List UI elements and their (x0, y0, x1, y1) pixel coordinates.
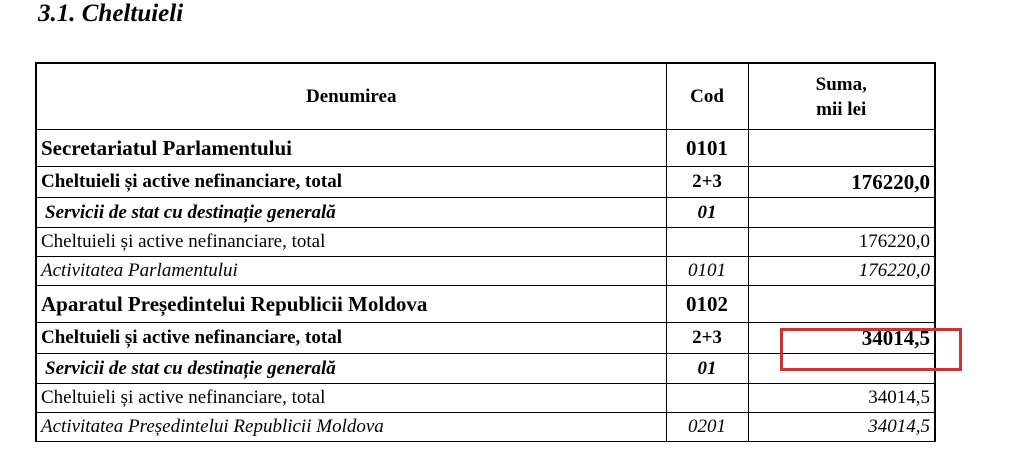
table-row (36, 228, 935, 257)
table-row (36, 167, 935, 198)
row-cod (666, 384, 748, 413)
row-name: Cheltuieli și active nefinanciare, total (36, 167, 666, 198)
row-cod (666, 228, 748, 257)
header-sum-line1: Suma, (815, 73, 867, 95)
header-sum (748, 63, 935, 130)
row-sum (748, 130, 935, 167)
row-sum: 34014,5 (748, 413, 935, 442)
row-cod: 0101 (666, 130, 748, 167)
table-row (36, 286, 935, 323)
row-name: Activitatea Parlamentului (36, 257, 666, 286)
row-sum: 176220,0 (748, 167, 935, 198)
row-sum (748, 354, 935, 384)
row-name: Servicii de stat cu destinație generală (36, 198, 666, 228)
row-cod: 01 (666, 354, 748, 384)
table-row (36, 384, 935, 413)
row-name: Servicii de stat cu destinație generală (36, 354, 666, 384)
row-sum: 176220,0 (748, 228, 935, 257)
table-row (36, 130, 935, 167)
row-cod: 01 (666, 198, 748, 228)
row-sum (748, 286, 935, 323)
header-sum-line2: mii lei (816, 98, 867, 120)
row-cod: 0201 (666, 413, 748, 442)
row-name: Cheltuieli și active nefinanciare, total (36, 228, 666, 257)
table-row (36, 198, 935, 228)
header-cod: Cod (666, 63, 748, 130)
row-sum: 176220,0 (748, 257, 935, 286)
table-row (36, 413, 935, 442)
section-title: 3.1. Cheltuieli (38, 0, 184, 27)
budget-table (35, 62, 936, 442)
table-header-row (36, 63, 935, 130)
table-row (36, 354, 935, 384)
row-cod: 0101 (666, 257, 748, 286)
row-name: Aparatul Președintelui Republicii Moldova (36, 286, 666, 323)
row-sum (748, 198, 935, 228)
header-name: Denumirea (36, 63, 666, 130)
row-name: Cheltuieli și active nefinanciare, total (36, 323, 666, 354)
row-cod: 2+3 (666, 323, 748, 354)
row-name: Cheltuieli și active nefinanciare, total (36, 384, 666, 413)
table-row (36, 323, 935, 354)
row-cod: 2+3 (666, 167, 748, 198)
row-cod: 0102 (666, 286, 748, 323)
row-name: Activitatea Președintelui Republicii Moldova (36, 413, 666, 442)
table-row (36, 257, 935, 286)
row-sum-highlighted: 34014,5 (748, 323, 935, 354)
row-sum: 34014,5 (748, 384, 935, 413)
row-name: Secretariatul Parlamentului (36, 130, 666, 167)
